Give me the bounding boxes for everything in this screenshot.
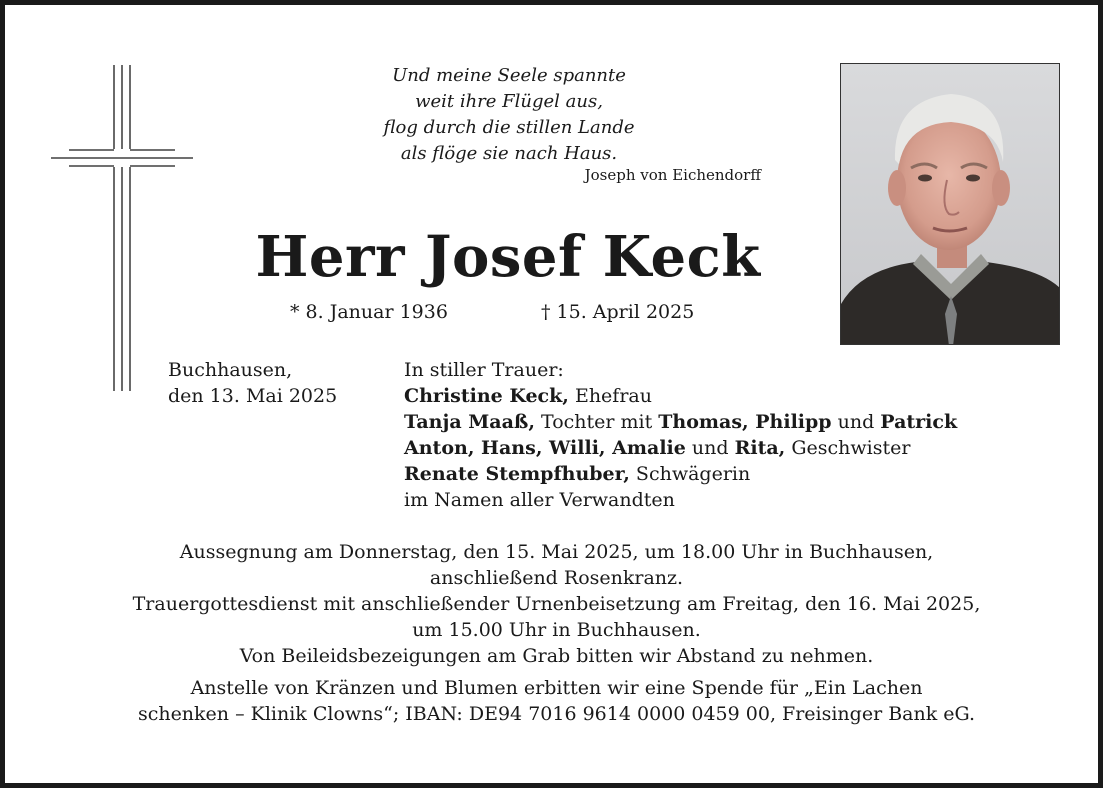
mourner-name: Anton, Hans, Willi, Amalie [404, 437, 686, 459]
mourner-name: Christine Keck, [404, 385, 569, 407]
mourner-name: Thomas, Philipp [658, 411, 832, 433]
date: den 13. Mai 2025 [168, 385, 338, 407]
poem-line: Und meine Seele spannte [392, 65, 626, 86]
service-line: Trauergottesdienst mit anschließender Urnenbeisetzung am Freitag, den 16. Mai 2025, [132, 593, 981, 615]
mourner-connector: und [831, 411, 881, 433]
mourner-name: Renate Stempfhuber, [404, 463, 630, 485]
mourner-line [404, 409, 957, 435]
birth-date: * 8. Januar 1936 [290, 301, 448, 323]
mourner-relation: Geschwister [785, 437, 911, 459]
mourners-list [404, 357, 957, 513]
mourners-closing: im Namen aller Verwandten [404, 489, 675, 511]
donation-line: schenken – Klinik Clowns“; IBAN: DE94 7016 9614 0000 0459 00, Freisinger Bank eG. [137, 703, 976, 725]
mourners-intro: In stiller Trauer: [404, 359, 564, 381]
mourner-name: Patrick [880, 411, 958, 433]
funeral-line: anschließend Rosenkranz. [429, 567, 684, 589]
condolence-note: Von Beileidsbezeigungen am Grab bitten wir Abstand zu nehmen. [239, 645, 874, 667]
poem-author: Joseph von Eichendorff [584, 166, 761, 184]
mourner-line [404, 383, 957, 409]
portrait-photo [840, 63, 1060, 345]
deceased-name: Herr Josef Keck [255, 224, 761, 290]
mourner-name: Tanja Maaß, [404, 411, 535, 433]
poem-line: weit ihre Flügel aus, [415, 91, 603, 112]
poem [297, 63, 721, 167]
donation-line: Anstelle von Kränzen und Blumen erbitten wir eine Spende für „Ein Lachen [190, 677, 923, 699]
mourner-relation: Schwägerin [629, 463, 751, 485]
mourner-relation: Ehefrau [568, 385, 652, 407]
death-date: † 15. April 2025 [541, 301, 695, 323]
mourner-connector: und [685, 437, 735, 459]
place-date [168, 357, 337, 409]
mourner-name: Rita, [734, 437, 786, 459]
poem-line: flog durch die stillen Lande [383, 117, 635, 138]
mourner-line [404, 435, 957, 461]
mourner-line [404, 461, 957, 487]
poem-line: als flöge sie nach Haus. [400, 143, 618, 164]
funeral-info [45, 539, 1068, 727]
funeral-line: Aussegnung am Donnerstag, den 15. Mai 2025, um 18.00 Uhr in Buchhausen, [179, 541, 934, 563]
service-line: um 15.00 Uhr in Buchhausen. [412, 619, 701, 641]
place: Buchhausen, [168, 359, 293, 381]
cross-icon [51, 65, 193, 391]
mourner-relation: Tochter mit [534, 411, 659, 433]
